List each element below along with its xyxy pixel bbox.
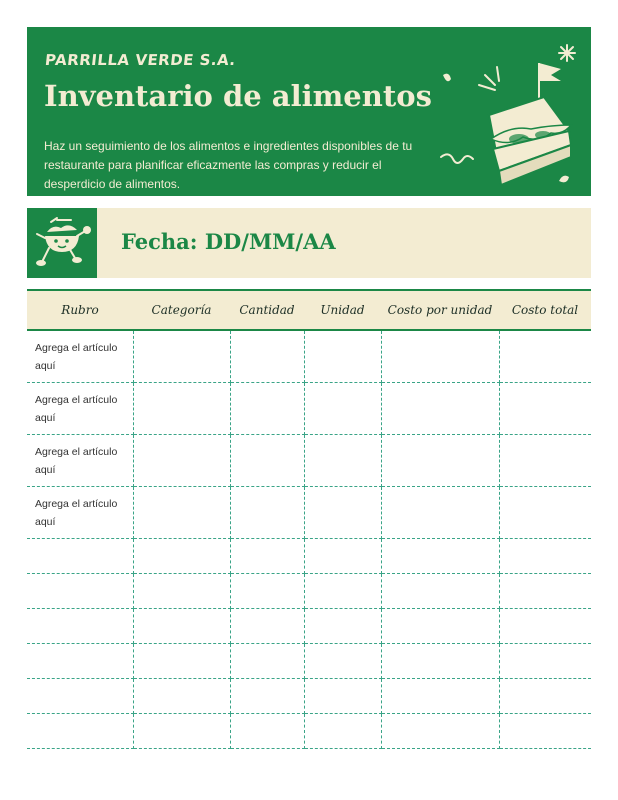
page-description: Haz un seguimiento de los alimentos e ingredientes disponibles de tu restaurante para planificar eficazmente las compras y reducir el desperdicio de alimentos. (44, 139, 413, 191)
cell-value (305, 714, 381, 722)
header-banner (27, 27, 591, 196)
cell-value (382, 331, 499, 339)
table-cell[interactable] (304, 714, 381, 749)
table-cell[interactable] (133, 539, 230, 574)
cell-value (382, 539, 499, 547)
table-cell[interactable] (499, 330, 591, 383)
cell-value (382, 435, 499, 443)
table-cell[interactable] (304, 574, 381, 609)
cell-value (134, 539, 230, 547)
table-header-row (27, 290, 591, 330)
table-cell[interactable] (499, 435, 591, 487)
cell-value (382, 609, 499, 617)
item-placeholder: Agrega el artículo aquí (35, 498, 118, 528)
column-header: Unidad (304, 290, 381, 330)
table-cell[interactable] (381, 574, 499, 609)
table-cell[interactable] (499, 539, 591, 574)
table-cell[interactable] (499, 714, 591, 749)
cell-value (500, 539, 592, 547)
table-cell[interactable] (381, 539, 499, 574)
cell-value (500, 574, 592, 582)
table-row (27, 330, 591, 383)
table-cell[interactable] (230, 539, 304, 574)
mascot-box (27, 208, 97, 278)
table-cell[interactable] (381, 679, 499, 714)
cell-value (305, 331, 381, 339)
cell-value (382, 644, 499, 652)
cell-value (500, 609, 592, 617)
table-cell[interactable] (381, 644, 499, 679)
cell-value (305, 383, 381, 391)
table-cell[interactable] (27, 609, 133, 644)
table-cell[interactable] (304, 609, 381, 644)
cell-value (231, 714, 304, 722)
cell-value (231, 609, 304, 617)
cell-value (305, 539, 381, 547)
table-cell[interactable] (381, 435, 499, 487)
table-cell[interactable] (499, 574, 591, 609)
table-row (27, 383, 591, 435)
table-cell[interactable] (133, 330, 230, 383)
table-cell[interactable] (27, 714, 133, 749)
cell-value (500, 714, 592, 722)
table-cell[interactable] (230, 644, 304, 679)
table-cell[interactable] (381, 487, 499, 539)
item-placeholder: Agrega el artículo aquí (35, 446, 118, 476)
cell-value (500, 331, 592, 339)
table-cell[interactable] (304, 539, 381, 574)
cell-value (382, 714, 499, 722)
cell-value (231, 574, 304, 582)
table-cell[interactable] (27, 574, 133, 609)
item-placeholder (27, 574, 133, 582)
table-cell[interactable] (499, 679, 591, 714)
page-title: Inventario de alimentos (44, 79, 432, 113)
cell-value (500, 435, 592, 443)
table-row (27, 714, 591, 749)
column-header: Costo total (499, 290, 591, 330)
cell-value (382, 383, 499, 391)
table-cell[interactable] (381, 714, 499, 749)
table-cell[interactable] (27, 539, 133, 574)
table-cell[interactable] (230, 609, 304, 644)
brand-name: PARRILLA VERDE S.A. (44, 51, 237, 69)
cell-value (382, 574, 499, 582)
cell-value (500, 487, 592, 495)
table-cell[interactable] (381, 330, 499, 383)
cell-value (231, 644, 304, 652)
sandwich-icon (419, 35, 591, 195)
table-cell[interactable] (230, 330, 304, 383)
item-placeholder: Agrega el artículo aquí (35, 342, 118, 372)
item-placeholder (27, 679, 133, 687)
table-cell[interactable] (133, 679, 230, 714)
table-cell[interactable] (230, 574, 304, 609)
item-placeholder (27, 714, 133, 722)
cell-value (382, 487, 499, 495)
table-cell[interactable] (133, 644, 230, 679)
inventory-table (27, 289, 591, 749)
table-cell[interactable] (27, 487, 133, 539)
cell-value (500, 644, 592, 652)
cell-value (134, 609, 230, 617)
column-header: Rubro (27, 290, 133, 330)
date-field[interactable]: Fecha: DD/MM/AA (121, 229, 336, 254)
item-placeholder (27, 644, 133, 652)
table-row (27, 539, 591, 574)
cell-value (231, 679, 304, 687)
cell-value (134, 435, 230, 443)
table-cell[interactable] (304, 487, 381, 539)
table-cell[interactable] (230, 435, 304, 487)
table-cell[interactable] (133, 435, 230, 487)
cell-value (305, 609, 381, 617)
table-cell[interactable] (499, 487, 591, 539)
cell-value (231, 383, 304, 391)
mascot-icon (27, 208, 97, 278)
table-cell[interactable] (499, 609, 591, 644)
cell-value (305, 644, 381, 652)
cell-value (500, 383, 592, 391)
column-header: Costo por unidad (381, 290, 499, 330)
cell-value (231, 487, 304, 495)
cell-value (305, 435, 381, 443)
cell-value (305, 679, 381, 687)
table-cell[interactable] (27, 330, 133, 383)
table-cell[interactable] (499, 383, 591, 435)
item-placeholder (27, 539, 133, 547)
item-placeholder: Agrega el artículo aquí (35, 394, 118, 424)
table-row (27, 679, 591, 714)
table-cell[interactable] (133, 574, 230, 609)
cell-value (134, 487, 230, 495)
column-header: Cantidad (230, 290, 304, 330)
table-cell[interactable] (304, 679, 381, 714)
cell-value (134, 574, 230, 582)
table-cell[interactable] (381, 383, 499, 435)
cell-value (305, 487, 381, 495)
table-cell[interactable] (304, 435, 381, 487)
table-row (27, 609, 591, 644)
table-cell[interactable] (230, 714, 304, 749)
table-cell[interactable] (27, 644, 133, 679)
cell-value (305, 574, 381, 582)
table-cell[interactable] (304, 330, 381, 383)
table-row (27, 435, 591, 487)
table-row (27, 487, 591, 539)
table-cell[interactable] (133, 383, 230, 435)
table-cell[interactable] (27, 435, 133, 487)
cell-value (134, 383, 230, 391)
table-cell[interactable] (499, 644, 591, 679)
table-cell[interactable] (27, 679, 133, 714)
cell-value (134, 714, 230, 722)
item-placeholder (27, 609, 133, 617)
cell-value (231, 539, 304, 547)
table-cell[interactable] (304, 383, 381, 435)
table-cell[interactable] (133, 487, 230, 539)
date-bar (27, 208, 591, 278)
table-cell[interactable] (230, 679, 304, 714)
cell-value (134, 644, 230, 652)
cell-value (134, 331, 230, 339)
table-cell[interactable] (381, 609, 499, 644)
cell-value (231, 331, 304, 339)
table-row (27, 574, 591, 609)
table-row (27, 644, 591, 679)
cell-value (382, 679, 499, 687)
table-cell[interactable] (133, 714, 230, 749)
cell-value (231, 435, 304, 443)
table-cell[interactable] (304, 644, 381, 679)
table-cell[interactable] (230, 487, 304, 539)
table-cell[interactable] (230, 383, 304, 435)
column-header: Categoría (133, 290, 230, 330)
cell-value (500, 679, 592, 687)
cell-value (134, 679, 230, 687)
table-cell[interactable] (133, 609, 230, 644)
inventory-table-wrap (27, 289, 591, 749)
table-cell[interactable] (27, 383, 133, 435)
